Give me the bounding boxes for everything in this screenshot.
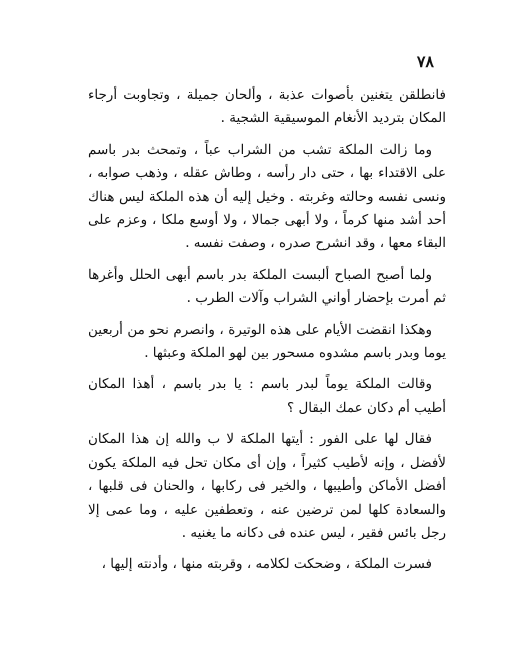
paragraph-1: فانطلقن يتغنين بأصوات عذبة ، وألحان جميلة ، وتجاوبت أرجاء المكان بترديد الأنغام الموسيقية الشجية .: [88, 87, 446, 127]
paragraph-5: وقالت الملكة يوماً لبدر باسم : يا بدر باسم ، أهذا المكان أطيب أم دكان عمك البقال ؟: [88, 376, 446, 416]
page-number: ٧٨: [416, 52, 434, 71]
paragraph-7: فسرت الملكة ، وضحكت لكلامه ، وقربته منها ، وأدنته إليها ،: [101, 556, 432, 573]
paragraph-3: ولما أصبح الصباح ألبست الملكة بدر باسم أبهى الحلل وأغرها ثم أمرت بإحضار أواني الشراب وآلات الطرب .: [88, 266, 446, 307]
page-body-text: [88, 84, 446, 585]
paragraph-2: وما زالت الملكة تشب من الشراب عباً ، وتمحث بدر باسم على الاقتداء بها ، حتى دار رأسه ، وطاش عقله ، وذهب صوابه ، ونسى نفسه وحالته وغربته . وخيل إليه أن هذه الملكة ليس هناك أحد أشد منها كرماً ، ولا أبهى جمالا ، ولا أوسع ملكا ، وعزم على البقاء معها ، وقد انشرح صدره ، وصفت نفسه .: [88, 141, 446, 252]
paragraph-4: وهكذا انقضت الأيام على هذه الوتيرة ، وانصرم نحو من أربعين يوما وبدر باسم مشدوه مسحور بين لهو الملكة وعبثها .: [88, 321, 446, 362]
paragraph-6: فقال لها على الفور : أيتها الملكة لا ب والله إن هذا المكان لأفضل ، وإنه لأطيب كثيراً ، وإن أى مكان تحل فيه الملكة يكون أفضل الأماكن وأطيبها ، والخير فى ركابها ، والحنان فى قلبها ، والسعادة كلها لمن ترضين عنه ، وتعطفين عليه ، وما عمى إلا رجل بائس فقير ، ليس عنده فى دكانه ما يغنيه .: [88, 431, 446, 541]
